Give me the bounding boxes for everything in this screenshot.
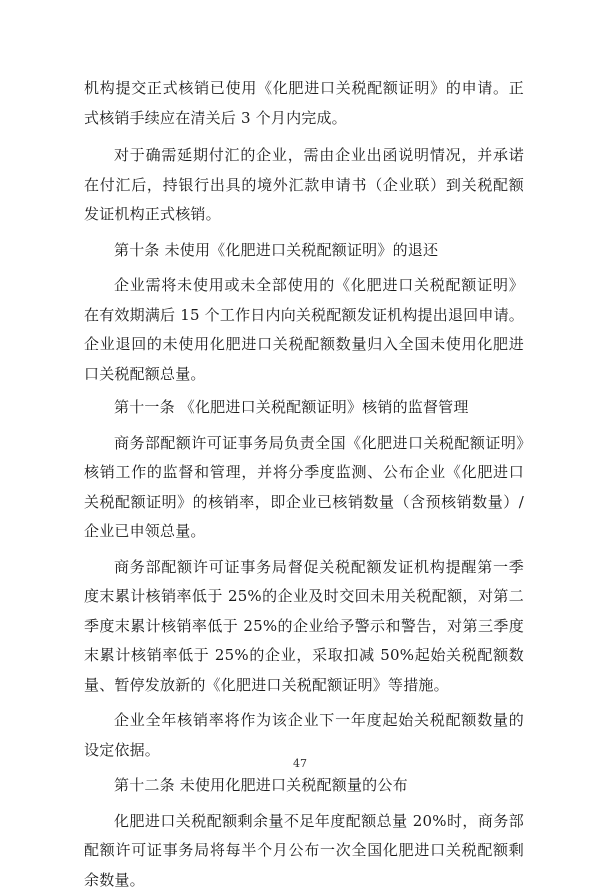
- document-body: [84, 74, 524, 895]
- paragraph-article-10: 企业需将未使用或未全部使用的《化肥进口关税配额证明》在有效期满后 15 个工作日内向关税配额发证机构提出退回申请。企业退回的未使用化肥进口关税配额数量归入全国未使用化肥进口关税配额总量。: [84, 271, 524, 389]
- paragraph-article-11-b: 商务部配额许可证事务局督促关税配额发证机构提醒第一季度末累计核销率低于 25%的企业及时交回未用关税配额，对第二季度末累计核销率低于 25%的企业给予警示和警告，对第三季度末累计核销率低于 25%的企业，采取扣减 50%起始关税配额数量、暂停发放新的《化肥进口关税配额证明》等措施。: [84, 553, 524, 701]
- paragraph-continuation: 机构提交正式核销已使用《化肥进口关税配额证明》的申请。正式核销手续应在清关后 3 个月内完成。: [84, 74, 524, 133]
- paragraph-article-11-a: 商务部配额许可证事务局负责全国《化肥进口关税配额证明》核销工作的监督和管理，并将分季度监测、公布企业《化肥进口关税配额证明》的核销率，即企业已核销数量（含预核销数量）/企业已申领总量。: [84, 429, 524, 547]
- paragraph-deferred-payment: 对于确需延期付汇的企业，需由企业出函说明情况，并承诺在付汇后，持银行出具的境外汇款申请书（企业联）到关税配额发证机构正式核销。: [84, 141, 524, 230]
- article-11-heading: 第十一条 《化肥进口关税配额证明》核销的监督管理: [84, 393, 524, 423]
- article-10-heading: 第十条 未使用《化肥进口关税配额证明》的退还: [84, 236, 524, 266]
- paragraph-article-12: 化肥进口关税配额剩余量不足年度配额总量 20%时，商务部配额许可证事务局将每半个月公布一次全国化肥进口关税配额剩余数量。: [84, 807, 524, 895]
- article-12-heading: 第十二条 未使用化肥进口关税配额量的公布: [84, 771, 524, 801]
- page-number: 47: [0, 757, 600, 770]
- paragraph-article-11-c: 企业全年核销率将作为该企业下一年度起始关税配额数量的设定依据。: [84, 706, 524, 765]
